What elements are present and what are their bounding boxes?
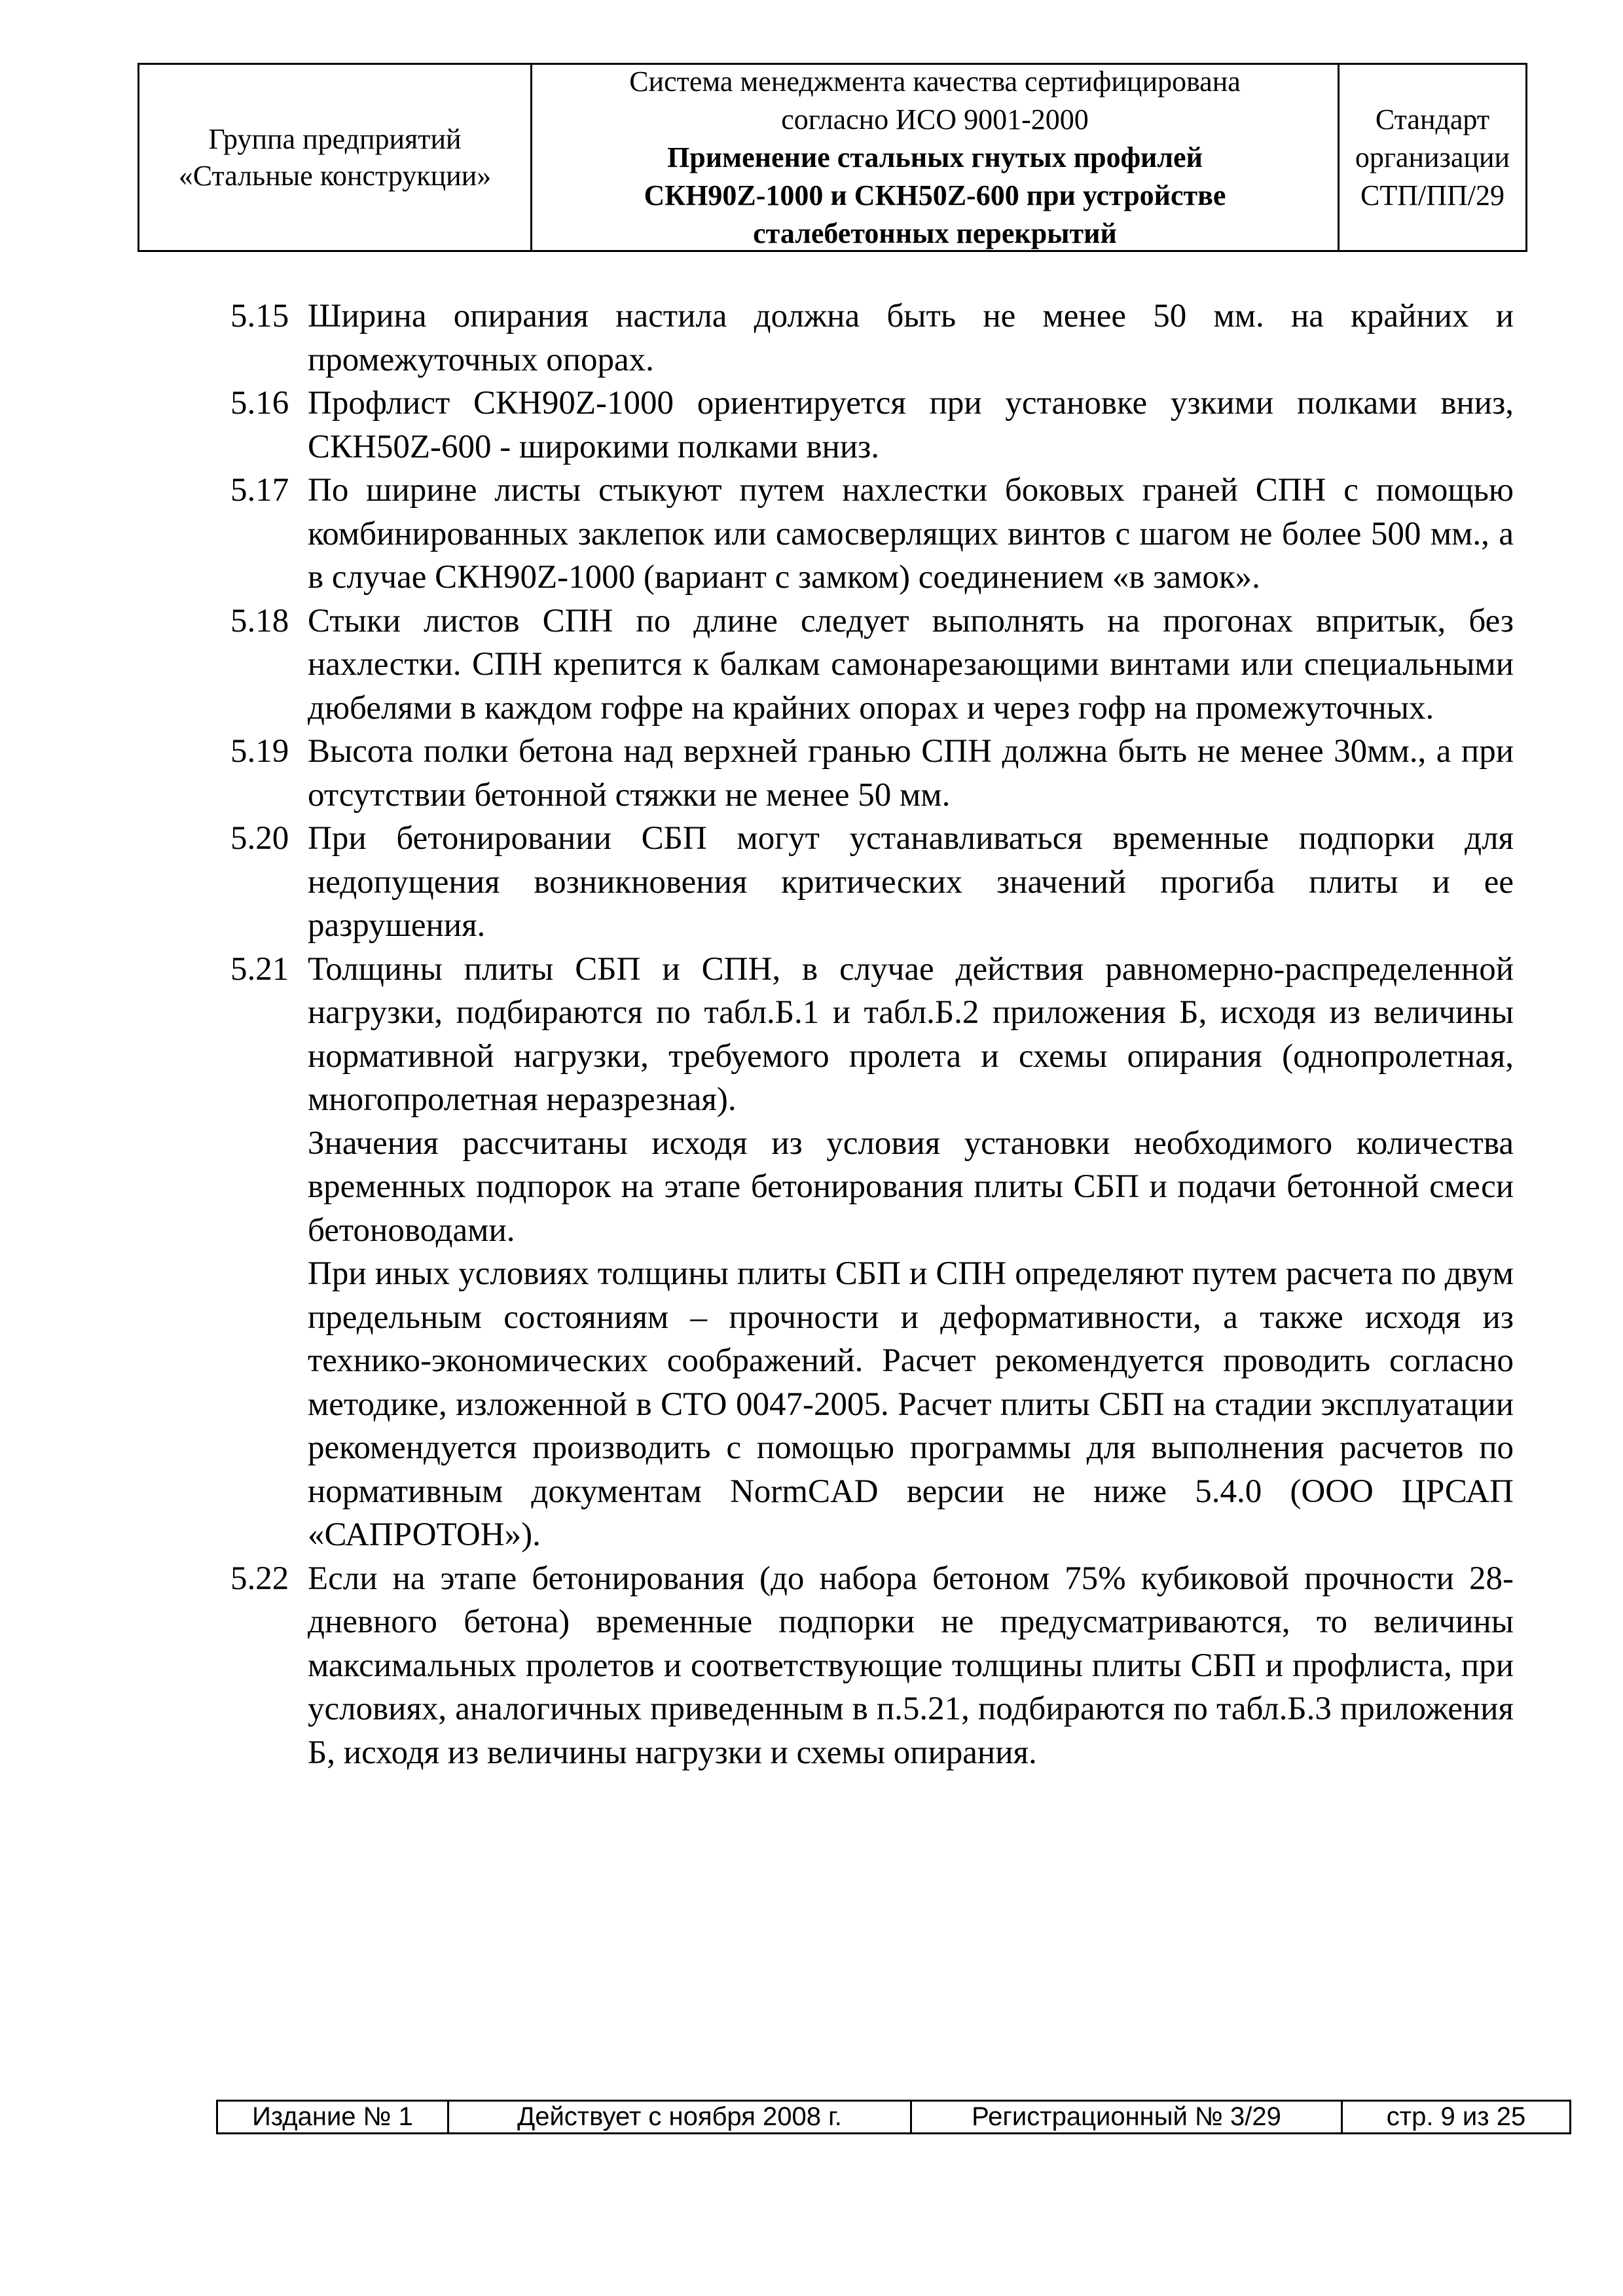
header-organization	[139, 65, 532, 250]
certification-line2: согласно ИСО 9001-2000	[781, 103, 1089, 135]
clause-number: 5.17	[230, 472, 289, 509]
certification-line1: Система менеджмента качества сертифицирована	[629, 65, 1241, 98]
header-standard	[1340, 65, 1525, 250]
clause-text: Стыки листов СПН по длине следует выполнять на прогонах впритык, без нахлестки. СПН крепится к балкам самонарезающими винтами или специальными дюбелями в каждом гофре на крайних опорах и через гофр на промежуточных.	[308, 602, 1514, 726]
header-table	[137, 63, 1527, 252]
document-body	[230, 295, 1514, 1774]
clause-number: 5.22	[230, 1560, 289, 1597]
title-line2: СКН90Z-1000 и СКН50Z-600 при устройстве	[644, 179, 1226, 211]
clause-number: 5.18	[230, 602, 289, 639]
clause-5-21	[230, 948, 1514, 1122]
standard-line1: Стандарт	[1375, 103, 1490, 135]
clause-5-18	[230, 600, 1514, 730]
title-line3: сталебетонных перекрытий	[753, 217, 1117, 249]
footer-registration: Регистрационный № 3/29	[912, 2102, 1343, 2132]
clause-text: Ширина опирания настила должна быть не менее 50 мм. на крайних и промежуточных опорах.	[308, 298, 1514, 378]
footer-edition: Издание № 1	[218, 2102, 449, 2132]
clause-5-22	[230, 1557, 1514, 1775]
clause-number: 5.15	[230, 298, 289, 334]
clause-number: 5.20	[230, 820, 289, 857]
clause-5-16	[230, 382, 1514, 469]
clause-5-21-paragraph-2: Значения рассчитаны исходя из условия установки необходимого количества временных подпорок на этапе бетонирования плиты СБП и подачи бетонной смеси бетоноводами.	[308, 1124, 1514, 1249]
title-line1: Применение стальных гнутых профилей	[667, 141, 1203, 173]
org-name-line2: «Стальные конструкции»	[178, 159, 492, 192]
clause-5-15	[230, 295, 1514, 382]
clause-text: Толщины плиты СБП и СПН, в случае действия равномерно-распределенной нагрузки, подбираются по табл.Б.1 и табл.Б.2 приложения Б, исходя из величины нормативной нагрузки, требуемого пролета и схемы опирания (однопролетная, многопролетная неразрезная).	[308, 950, 1514, 1118]
standard-line2: организации	[1355, 141, 1510, 173]
org-name-line1: Группа предприятий	[208, 122, 462, 155]
footer-valid-since: Действует с ноября 2008 г.	[449, 2102, 912, 2132]
clause-5-20	[230, 817, 1514, 948]
header-document-title	[532, 65, 1340, 250]
clause-5-19	[230, 730, 1514, 817]
clause-text: Высота полки бетона над верхней гранью СПН должна быть не менее 30мм., а при отсутствии бетонной стяжки не менее 50 мм.	[308, 733, 1514, 814]
clause-number: 5.21	[230, 950, 289, 988]
footer-page-number: стр. 9 из 25	[1386, 2102, 1526, 2131]
clause-number: 5.16	[230, 385, 289, 422]
clause-5-17	[230, 469, 1514, 600]
clause-text: Если на этапе бетонирования (до набора бетоном 75% кубиковой прочности 28-дневного бетона) временные подпорки не предусматриваются, то величины максимальных пролетов и соответствующие толщины плиты СБП и профлиста, при условиях, аналогичных приведенным в п.5.21, подбираются по табл.Б.3 приложения Б, исходя из величины нагрузки и схемы опирания.	[308, 1560, 1514, 1771]
footer-table	[216, 2100, 1571, 2134]
clause-text: По ширине листы стыкуют путем нахлестки боковых граней СПН с помощью комбинированных заклепок или самосверлящих винтов с шагом не более 500 мм., а в случае СКН90Z-1000 (вариант с замком) соединением «в замок».	[308, 472, 1514, 596]
clause-5-21-paragraph-3: При иных условиях толщины плиты СБП и СПН определяют путем расчета по двум предельным состояниям – прочности и деформативности, а также исходя из технико-экономических соображений. Расчет рекомендуется проводить согласно методике, изложенной в СТО 0047-2005. Расчет плиты СБП на стадии эксплуатации рекомендуется производить с помощью программы для выполнения расчетов по нормативным документам NormCAD версии не ниже 5.4.0 (ООО ЦРСАП «САПРОТОН»).	[308, 1255, 1514, 1553]
clause-number: 5.19	[230, 733, 289, 770]
standard-code: СТП/ПП/29	[1360, 179, 1504, 211]
clause-text: Профлист СКН90Z-1000 ориентируется при установке узкими полками вниз, СКН50Z-600 - широкими полками вниз.	[308, 385, 1514, 465]
clause-text: При бетонировании СБП могут устанавливаться временные подпорки для недопущения возникновения критических значений прогиба плиты и ее разрушения.	[308, 820, 1514, 944]
